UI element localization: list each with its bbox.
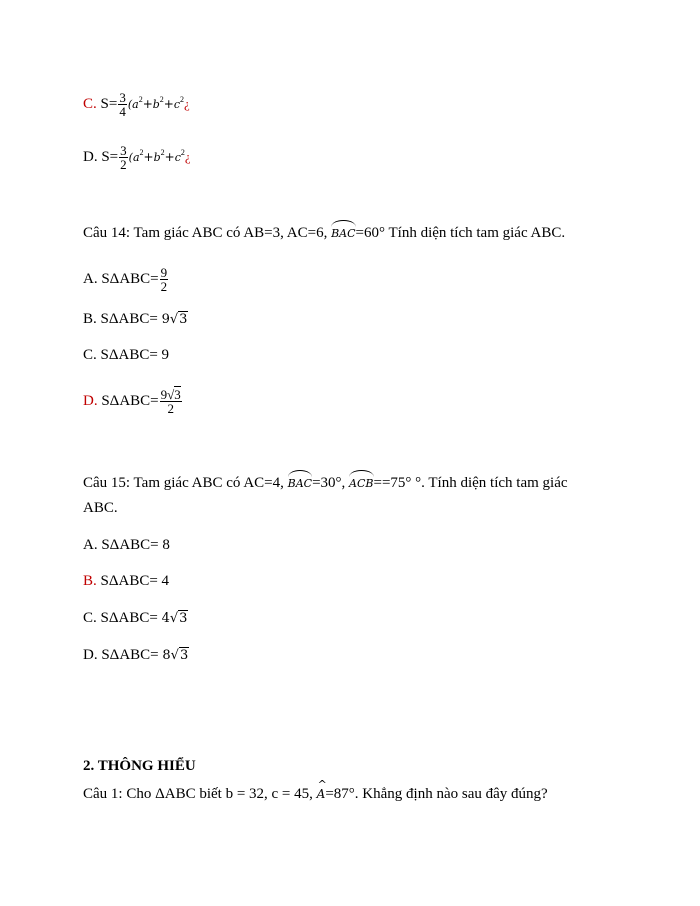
q15-stem: Câu 15: Tam giác ABC có AC=4, BAC=30°, ACB==75° °. Tính diện tích tam giác: [83, 471, 568, 494]
sqrt-expression: 8√3: [162, 648, 189, 663]
q14-stem: Câu 14: Tam giác ABC có AB=3, AC=6, BAC=60° Tính diện tích tam giác ABC.: [83, 221, 565, 244]
q14-option-c: C. SΔABC= 9: [83, 347, 170, 363]
option-text: S=: [96, 96, 118, 112]
q15-stem-line2: ABC.: [83, 500, 118, 516]
angle-bac: BAC: [331, 221, 355, 244]
sqrt-expression: 4√3: [161, 611, 188, 626]
q14-option-b: B. SΔABC= 9√3: [83, 311, 188, 327]
q15-option-a: A. SΔABC= 8: [83, 537, 170, 553]
option-letter: D.: [83, 149, 98, 165]
fraction: $\frac{3}{4}$: [119, 90, 126, 120]
q15-option-c: C. SΔABC= 4√3: [83, 610, 188, 626]
section2-q1: Câu 1: Cho ΔABC biết b = 32, c = 45, ^ A=87°. Khẳng định nào sau đây đúng?: [83, 784, 548, 804]
q14-option-a: A. SΔABC= $\frac{9}{2}$: [83, 265, 168, 294]
q15-option-b: B. SΔABC= 4: [83, 573, 170, 589]
fraction: $\frac{3}{2}$: [120, 143, 127, 173]
sqrt-expression: 9√3: [161, 312, 188, 327]
fraction: $\frac{9}{2}$: [160, 265, 168, 294]
q15-option-d: D. SΔABC= 8√3: [83, 647, 189, 663]
q14-option-d: D. SΔABC= $\frac{9√3}{2}$: [83, 387, 181, 416]
angle-bac: BAC: [288, 471, 312, 494]
option-text: S=: [97, 149, 119, 165]
fraction: $\frac{9√3}{2}$: [160, 387, 181, 416]
option-letter: C.: [83, 96, 97, 112]
q13-option-c: C. S= $\frac{3}{4}$ ($a^2+b^2+c^2¿$: [83, 90, 190, 120]
angle-acb: ACB: [349, 471, 373, 494]
q13-option-d: D. S= $\frac{3}{2}$ ($a^2+b^2+c^2¿$: [83, 143, 191, 173]
section-heading: 2. THÔNG HIỂU: [83, 758, 196, 774]
angle-a: ^ A: [317, 784, 326, 804]
